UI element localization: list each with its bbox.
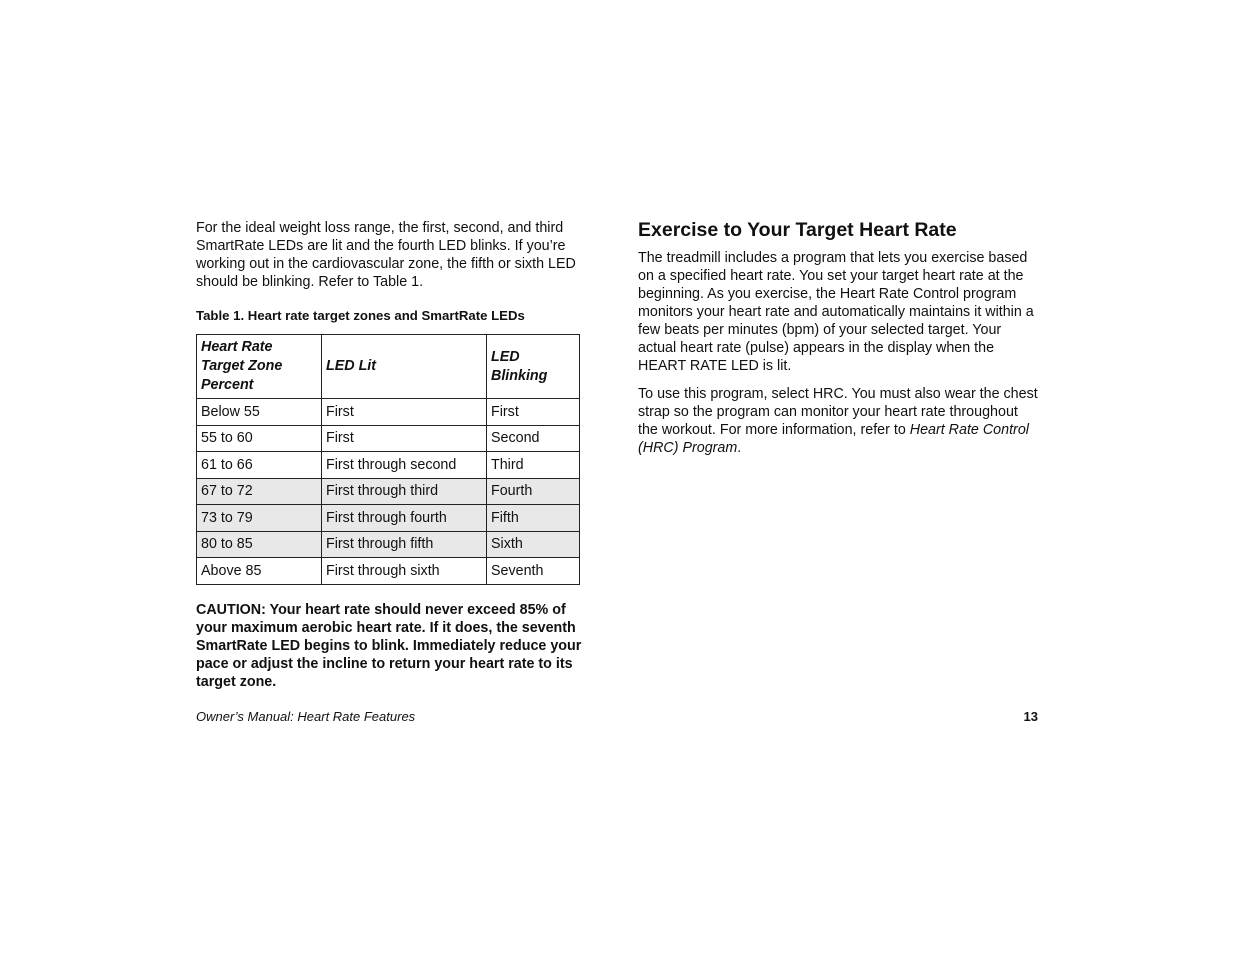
table-cell: First through fifth	[322, 531, 487, 558]
table-cell: Below 55	[197, 399, 322, 426]
table-caption: Table 1. Heart rate target zones and SmartRate LEDs	[196, 308, 525, 323]
right-column	[638, 217, 1038, 457]
table-header-row	[197, 335, 580, 399]
table-row	[197, 425, 580, 452]
table-cell: Seventh	[487, 558, 580, 585]
table-cell: Above 85	[197, 558, 322, 585]
left-column	[196, 219, 596, 691]
table-row	[197, 531, 580, 558]
section-title: Exercise to Your Target Heart Rate	[638, 219, 957, 241]
usage-paragraph	[638, 385, 1038, 457]
intro-paragraph: For the ideal weight loss range, the first, second, and third SmartRate LEDs are lit and the fourth LED blinks. If you’re working out in the cardiovascular zone, the fifth or sixth LED should be blinking. Refer to Table 1.	[196, 220, 576, 290]
table-cell: First	[487, 399, 580, 426]
table-cell: Second	[487, 425, 580, 452]
usage-text: To use this program, select HRC. You must also wear the chest strap so the program can monitor your heart rate throughout the workout. For more information, refer to	[638, 386, 1038, 438]
caution-note: CAUTION: Your heart rate should never exceed 85% of your maximum aerobic heart rate. If it does, the seventh SmartRate LED begins to blink. Immediately reduce your pace or adjust the incline to return your heart rate to its target zone.	[196, 601, 582, 690]
table-cell: First through fourth	[322, 505, 487, 532]
table-row	[197, 399, 580, 426]
table-row	[197, 505, 580, 532]
heart-rate-zones-table	[196, 334, 580, 585]
table-cell: 80 to 85	[197, 531, 322, 558]
table-cell: 73 to 79	[197, 505, 322, 532]
table-row	[197, 558, 580, 585]
table-header-cell: Heart Rate Target Zone Percent	[197, 335, 322, 399]
page-number: 13	[1023, 709, 1038, 724]
table-cell: Fourth	[487, 478, 580, 505]
table-header-cell: LED Lit	[322, 335, 487, 399]
table-cell: 61 to 66	[197, 452, 322, 479]
program-description: The treadmill includes a program that lets you exercise based on a specified heart rate. You set your target heart rate at the beginning. As you exercise, the Heart Rate Control program monitors your heart rate and automatically maintains it within a few beats per minutes (bpm) of your selected target. Your actual heart rate (pulse) appears in the display when the HEART RATE LED is lit.	[638, 250, 1034, 374]
cross-reference: Heart Rate Control (HRC) Program	[638, 422, 1029, 456]
table-cell: First through sixth	[322, 558, 487, 585]
table-cell: First through second	[322, 452, 487, 479]
table-row	[197, 452, 580, 479]
footer-title: Owner’s Manual: Heart Rate Features	[196, 709, 416, 724]
table-cell: 67 to 72	[197, 478, 322, 505]
table-header-cell: LED Blinking	[487, 335, 580, 399]
table-cell: First	[322, 399, 487, 426]
table-cell: Sixth	[487, 531, 580, 558]
table-cell: Fifth	[487, 505, 580, 532]
table-cell: Third	[487, 452, 580, 479]
table-cell: First	[322, 425, 487, 452]
usage-end: .	[737, 440, 742, 456]
table-cell: First through third	[322, 478, 487, 505]
table-row	[197, 478, 580, 505]
table-cell: 55 to 60	[197, 425, 322, 452]
